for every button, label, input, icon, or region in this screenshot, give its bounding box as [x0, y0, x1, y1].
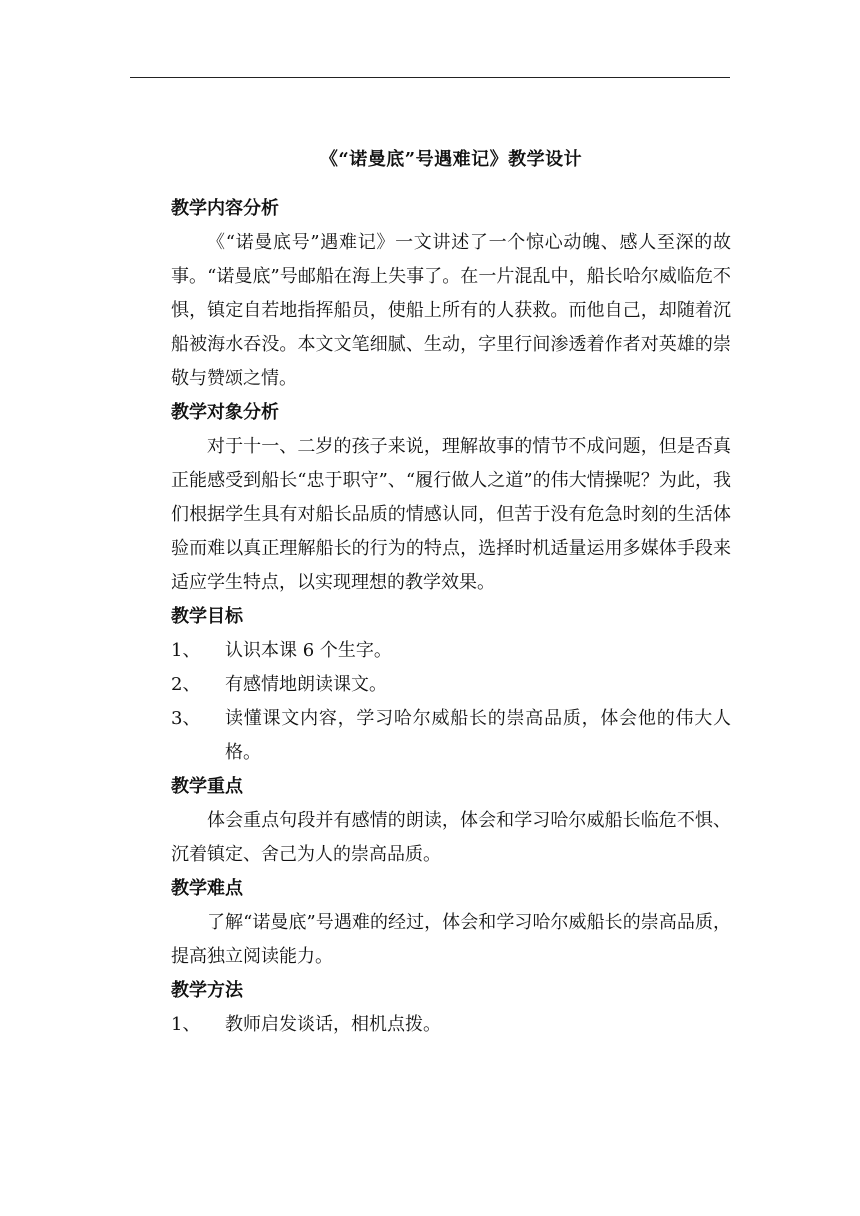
- list-item-text: 认识本课 6 个生字。: [225, 640, 392, 661]
- list-item: [171, 634, 731, 668]
- list-item-number: 1、: [171, 1014, 201, 1035]
- list-item: [171, 1008, 731, 1042]
- paragraph-content-analysis: 《“诺曼底号”遇难记》一文讲述了一个惊心动魄、感人至深的故事。“诺曼底”号邮船在海上失事了。在一片混乱中，船长哈尔威临危不惧，镇定自若地指挥船员，使船上所有的人获救。而他自己，却随着沉船被海水吞没。本文文笔细腻、生动，字里行间渗透着作者对英雄的崇敬与赞颂之情。: [171, 232, 731, 389]
- list-item-text: 教师启发谈话，相机点拨。: [225, 1014, 441, 1035]
- section-heading-objectives: 教学目标: [171, 606, 243, 627]
- list-item: [171, 702, 731, 770]
- paragraph-audience-analysis: 对于十一、二岁的孩子来说，理解故事的情节不成问题，但是否真正能感受到船长“忠于职守”、“履行做人之道”的伟大情操呢？为此，我们根据学生具有对船长品质的情感认同，但苦于没有危急时刻的生活体验而难以真正理解船长的行为的特点，选择时机适量运用多媒体手段来适应学生特点，以实现理想的教学效果。: [171, 436, 731, 593]
- header-rule: [130, 77, 730, 78]
- list-item-number: 2、: [171, 674, 201, 695]
- list-item-text: 有感情地朗读课文。: [225, 674, 387, 695]
- paragraph-difficulties: 了解“诺曼底”号遇难的经过，体会和学习哈尔威船长的崇高品质，提高独立阅读能力。: [171, 912, 731, 967]
- section-heading-methods: 教学方法: [171, 980, 243, 1001]
- document-body: [171, 140, 731, 1042]
- list-item-number: 3、: [171, 708, 201, 729]
- section-heading-difficulties: 教学难点: [171, 878, 243, 899]
- section-heading-key-points: 教学重点: [171, 776, 243, 797]
- list-item-number: 1、: [171, 640, 201, 661]
- paragraph-key-points: 体会重点句段并有感情的朗读，体会和学习哈尔威船长临危不惧、沉着镇定、舍己为人的崇高品质。: [171, 810, 731, 865]
- list-item: [171, 668, 731, 702]
- section-heading-content-analysis: 教学内容分析: [171, 198, 279, 219]
- document-title: 《“诺曼底”号遇难记》教学设计: [319, 149, 583, 170]
- list-item-text: 读懂课文内容，学习哈尔威船长的崇高品质，体会他的伟大人格。: [225, 708, 731, 763]
- section-heading-audience-analysis: 教学对象分析: [171, 402, 279, 423]
